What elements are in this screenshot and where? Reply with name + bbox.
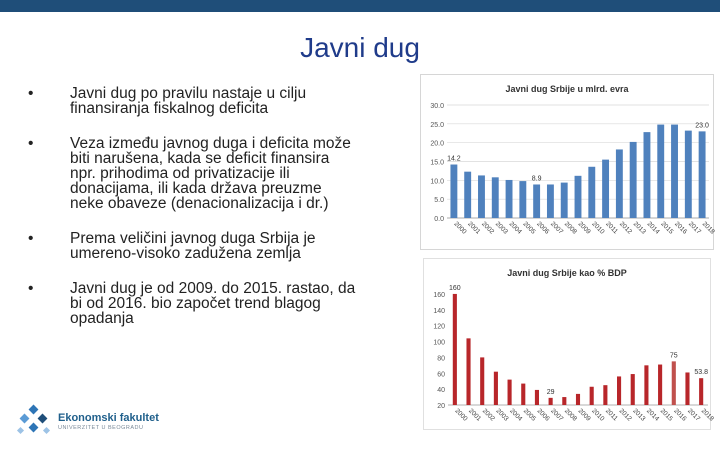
y-tick-label: 10.0: [430, 178, 444, 186]
bar-2015: [658, 365, 662, 405]
bar-2012: [617, 376, 621, 405]
bar-2003: [494, 372, 498, 405]
x-tick-label: 2011: [603, 407, 619, 423]
bar-2016: [671, 125, 678, 218]
bar-2017: [685, 131, 692, 218]
bar-2004: [508, 380, 512, 405]
y-tick-label: 160: [433, 291, 445, 299]
bar-2009: [575, 176, 582, 218]
x-tick-label: 2013: [631, 220, 647, 236]
bar-2002: [478, 175, 485, 218]
y-tick-label: 5.0: [434, 197, 444, 205]
x-tick-label: 2004: [508, 407, 524, 423]
bar-2001: [466, 338, 470, 405]
x-tick-label: 2003: [494, 407, 510, 423]
bar-2000: [453, 294, 457, 405]
x-tick-label: 2009: [576, 407, 592, 423]
data-label: 29: [546, 388, 555, 396]
x-tick-label: 2018: [699, 407, 715, 423]
bar-2012: [616, 149, 623, 218]
y-tick-label: 30.0: [430, 103, 444, 110]
bullet-item: [28, 86, 358, 116]
data-label: 14.2: [447, 155, 461, 163]
x-tick-label: 2003: [493, 220, 510, 236]
bullet-dot: •: [28, 280, 34, 297]
bullet-text: Javni dug je od 2009. do 2015. rastao, da bi od 2016. bio započet trend blagog opadanja: [70, 280, 356, 327]
data-label: 53.8: [694, 369, 708, 377]
bar-2017: [685, 372, 689, 405]
debt-gdp-percent-chart-svg: [424, 259, 715, 429]
y-tick-label: 100: [433, 339, 445, 347]
bullet-item: [28, 231, 358, 261]
x-tick-label: 2000: [453, 407, 469, 423]
bar-2016: [672, 361, 676, 405]
x-tick-label: 2012: [617, 220, 634, 236]
x-tick-label: 2001: [466, 220, 482, 236]
x-tick-label: 2012: [617, 407, 633, 423]
top-bar: [0, 0, 720, 12]
bar-2009: [576, 394, 580, 405]
x-tick-label: 2015: [659, 220, 675, 236]
x-tick-label: 2013: [631, 407, 647, 423]
bar-2008: [562, 397, 566, 405]
x-tick-label: 2001: [467, 407, 483, 423]
x-tick-label: 2005: [521, 407, 538, 423]
bar-2002: [480, 357, 484, 405]
slide-title: Javni dug: [300, 32, 420, 63]
y-tick-label: 140: [433, 307, 445, 315]
x-tick-label: 2002: [480, 407, 496, 423]
bar-2007: [549, 398, 553, 405]
bar-2000: [450, 165, 457, 218]
y-tick-label: 80: [437, 355, 445, 363]
bullet-list: [28, 86, 358, 346]
x-tick-label: 2010: [590, 407, 606, 423]
bar-2011: [603, 385, 607, 405]
x-tick-label: 2016: [673, 220, 689, 236]
faculty-logo-icon: [16, 404, 54, 440]
debt-gdp-percent-chart: [423, 258, 715, 430]
y-tick-label: 0.0: [434, 216, 444, 223]
data-label: 8.9: [531, 175, 542, 183]
bar-2007: [547, 184, 554, 218]
y-tick-label: 15.0: [430, 159, 444, 167]
bullet-text: Veza između javnog duga i deficita može biti narušena, kada se deficit finansira npr. prihodima od privatizacije ili donacijama, ili kada država preuzme neke obaveze (denacionalizacija i dr.): [70, 135, 351, 212]
bar-2004: [506, 180, 513, 218]
y-tick-label: 20: [437, 403, 445, 410]
bar-2005: [519, 181, 526, 218]
y-tick-label: 25.0: [430, 121, 444, 129]
x-tick-label: 2000: [452, 220, 468, 236]
bullet-dot: •: [28, 85, 34, 102]
bullet-dot: •: [28, 230, 34, 247]
x-tick-label: 2010: [590, 220, 606, 236]
x-tick-label: 2002: [480, 220, 496, 236]
bar-2013: [630, 142, 637, 218]
bar-2008: [561, 183, 568, 218]
bar-2014: [644, 132, 651, 218]
bar-2013: [631, 374, 635, 405]
bar-2005: [521, 384, 525, 405]
x-tick-label: 2004: [507, 220, 523, 236]
x-tick-label: 2008: [562, 220, 578, 236]
x-tick-label: 2005: [521, 220, 537, 236]
bar-2003: [492, 177, 499, 218]
y-tick-label: 20.0: [430, 140, 444, 148]
bullet-item: [28, 136, 358, 211]
data-label: 23.0: [695, 122, 709, 130]
bar-2010: [588, 167, 595, 218]
x-tick-label: 2008: [562, 407, 579, 423]
y-tick-label: 120: [433, 323, 445, 331]
debt-billion-eur-chart: [420, 74, 714, 250]
x-tick-label: 2017: [686, 220, 703, 236]
bar-2018: [699, 131, 706, 218]
bar-2010: [590, 387, 594, 405]
data-label: 75: [669, 352, 678, 360]
y-tick-label: 60: [437, 371, 445, 379]
x-tick-label: 2016: [672, 407, 688, 423]
x-tick-label: 2017: [686, 407, 702, 423]
x-tick-label: 2014: [645, 407, 661, 423]
bullet-dot: •: [28, 135, 34, 152]
bar-2006: [533, 184, 540, 218]
logo-subtitle: UNIVERZITET U BEOGRADU: [58, 425, 144, 431]
x-tick-label: 2011: [604, 220, 620, 236]
x-tick-label: 2015: [658, 407, 674, 423]
x-tick-label: 2014: [645, 220, 661, 236]
data-label: 160: [448, 284, 461, 292]
x-tick-label: 2009: [576, 220, 592, 236]
x-tick-label: 2007: [549, 407, 565, 423]
chart-title: Javni dug Srbije kao % BDP: [507, 268, 627, 278]
bullet-text: Javni dug po pravilu nastaje u cilju finansiranja fiskalnog deficita: [70, 85, 307, 117]
bullet-item: [28, 281, 358, 326]
bar-2015: [657, 125, 664, 218]
x-tick-label: 2006: [535, 220, 551, 236]
debt-billion-eur-chart-svg: [421, 75, 716, 249]
bar-2018: [699, 378, 703, 405]
bullet-text: Prema veličini javnog duga Srbija je umereno-visoko zadužena zemlja: [70, 230, 316, 262]
bar-2014: [644, 365, 648, 405]
x-tick-label: 2018: [700, 220, 716, 236]
chart-title: Javni dug Srbije u mlrd. evra: [505, 84, 629, 94]
bar-2006: [535, 390, 539, 405]
x-tick-label: 2006: [535, 407, 551, 423]
bar-2001: [464, 172, 471, 218]
logo-name: Ekonomski fakultet: [58, 412, 159, 424]
x-tick-label: 2007: [549, 220, 565, 236]
y-tick-label: 40: [437, 387, 445, 395]
bar-2011: [602, 160, 609, 218]
